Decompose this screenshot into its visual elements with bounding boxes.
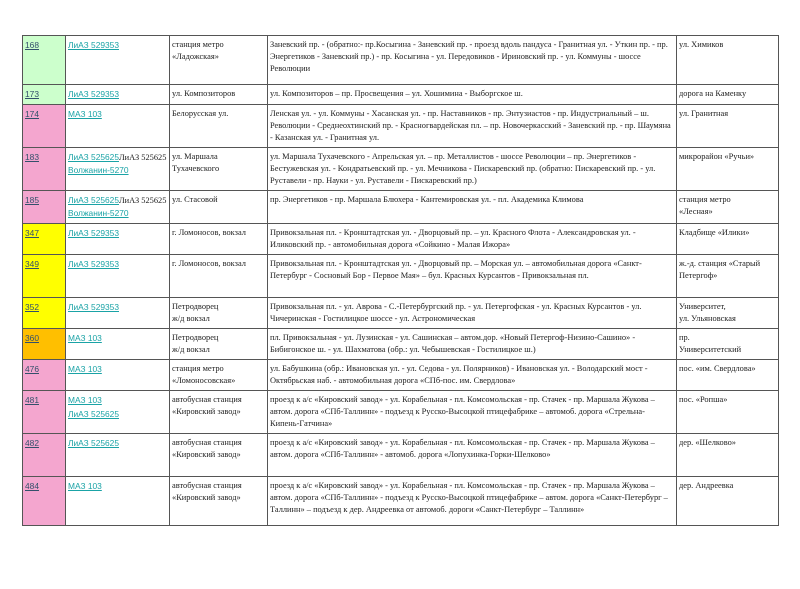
route-number-cell (23, 224, 66, 255)
bus-model-link[interactable]: МАЗ 103 (68, 481, 102, 491)
start-stop-cell (170, 255, 268, 298)
route-path-cell: проезд к а/с «Кировский завод» - ул. Корабельная - пл. Комсомольская - пр. Стачек - пр. Маршала Жукова – автом. дорога «СПб-Таллинн» - подъезд к Русско-Высоцкой птицефабрике – автомоб. дорога «Стрельна-Кипень-Гатчина» (268, 391, 677, 434)
bus-model-link[interactable]: ЛиАЗ 525625 (68, 195, 119, 205)
end-stop-line: дорога на Каменку (679, 89, 747, 98)
route-path-cell: ул. Бабушкина (обр.: Ивановская ул. - ул. Седова - ул. Полярников) - Ивановская ул. - Володарский мост - Октябрьская наб. - автомобильная дорога «СПб-пос. им. Свердлова» (268, 360, 677, 391)
start-stop-cell (170, 85, 268, 105)
table-row (23, 148, 779, 191)
end-stop-cell (677, 298, 779, 329)
route-number-link[interactable]: 173 (25, 89, 39, 99)
route-number-cell (23, 391, 66, 434)
route-path-cell: Ленская ул. - ул. Коммуны - Хасанская ул. - пр. Наставников - пр. Энтузиастов - пр. Индустриальный – ш. Революции - Среднеохтинский пр. - Красногвардейская пл. – пр. Новочеркасский - Заневский пр. - пр. Шаумяна - Казанская ул. - Гранитная ул. (268, 105, 677, 148)
bus-model-text: ЛиАЗ 525625 (119, 196, 167, 205)
end-stop-line: Кладбище «Илики» (679, 228, 750, 237)
start-stop-line: г. Ломоносов, вокзал (172, 228, 246, 237)
start-stop-cell (170, 434, 268, 477)
start-stop-line: ул. Маршала (172, 152, 218, 161)
route-number-cell (23, 148, 66, 191)
bus-model-link[interactable]: ЛиАЗ 529353 (68, 40, 119, 50)
end-stop-cell (677, 329, 779, 360)
route-number-link[interactable]: 168 (25, 40, 39, 50)
route-number-link[interactable]: 185 (25, 195, 39, 205)
end-stop-line: ж.-д. станция «Старый Петергоф» (679, 259, 761, 280)
start-stop-line: ж/д вокзал (172, 314, 210, 323)
end-stop-cell (677, 255, 779, 298)
end-stop-line: пр. (679, 333, 690, 342)
route-number-link[interactable]: 484 (25, 481, 39, 491)
table-row (23, 298, 779, 329)
start-stop-line: Тухачевского (172, 164, 220, 173)
route-path-cell: пл. Привокзальная - ул. Лузинская - ул. Сашинская – автом.дор. «Новый Петергоф-Низино-Сашино» - Бибигонское ш. - ул. Шахматова (обр.: ул. Чебышевская - Гостилицкое ш.) (268, 329, 677, 360)
route-path-cell: Привокзальная пл. - ул. Аврова - С.-Петербургский пр. - ул. Петергофская - ул. Красных Курсантов - ул. Чичеринская - Гостилицкое шоссе - ул. Астрономическая (268, 298, 677, 329)
table-row (23, 36, 779, 85)
route-number-cell (23, 191, 66, 224)
table-row (23, 329, 779, 360)
end-stop-cell (677, 477, 779, 526)
route-path-cell: Привокзальная пл. - Кронштадтская ул. - Дворцовый пр. – Морская ул. – автомобильная дорога «Санкт-Петербург - Сосновый Бор - Первое Мая» – бул. Красных Курсантов - Привокзальная пл. (268, 255, 677, 298)
start-stop-line: автобусная станция (172, 438, 242, 447)
start-stop-line: ул. Композиторов (172, 89, 236, 98)
end-stop-line: ул. Ульяновская (679, 314, 736, 323)
route-path-cell: пр. Энергетиков - пр. Маршала Блюхера - Кантемировская ул. - пл. Академика Климова (268, 191, 677, 224)
route-number-cell (23, 255, 66, 298)
bus-model-cell (66, 298, 170, 329)
bus-model-link[interactable]: МАЗ 103 (68, 333, 102, 343)
start-stop-line: станция метро (172, 40, 224, 49)
route-number-link[interactable]: 347 (25, 228, 39, 238)
start-stop-line: «Ломоносовская» (172, 376, 236, 385)
end-stop-cell (677, 36, 779, 85)
table-row (23, 105, 779, 148)
start-stop-cell (170, 298, 268, 329)
bus-model-cell (66, 329, 170, 360)
bus-model-link[interactable]: ЛиАЗ 525625 (68, 409, 119, 419)
bus-model-cell (66, 477, 170, 526)
table-row (23, 477, 779, 526)
end-stop-line: «Лесная» (679, 207, 713, 216)
end-stop-cell (677, 191, 779, 224)
start-stop-line: «Ладожская» (172, 52, 219, 61)
start-stop-cell (170, 36, 268, 85)
end-stop-cell (677, 85, 779, 105)
table-row (23, 434, 779, 477)
end-stop-line: дер. «Шелково» (679, 438, 736, 447)
route-number-cell (23, 105, 66, 148)
start-stop-line: «Кировский завод» (172, 407, 241, 416)
start-stop-cell (170, 477, 268, 526)
bus-model-cell (66, 255, 170, 298)
bus-model-cell (66, 85, 170, 105)
route-number-link[interactable]: 481 (25, 395, 39, 405)
end-stop-cell (677, 434, 779, 477)
bus-model-cell (66, 434, 170, 477)
route-path-cell: Привокзальная пл. - Кронштадтская ул. - Дворцовый пр. – ул. Красного Флота - Александровская ул. - Иликовский пр. - автомобильная дорога «Сойкино - Малая Ижора» (268, 224, 677, 255)
start-stop-cell (170, 224, 268, 255)
bus-model-link[interactable]: Волжанин-5270 (68, 208, 129, 218)
route-path-cell: Заневский пр. - (обратно:- пр.Косыгина - Заневский пр. - проезд вдоль пандуса - Гранитная ул. - Уткин пр. - пр. Энергетиков - Заневский пр.) - пр. Косыгина - ул. Передовиков - Ириновский пр. - ул. Коммуны - шоссе Революции (268, 36, 677, 85)
start-stop-line: г. Ломоносов, вокзал (172, 259, 246, 268)
start-stop-line: «Кировский завод» (172, 450, 241, 459)
end-stop-line: станция метро (679, 195, 731, 204)
table-row (23, 360, 779, 391)
start-stop-cell (170, 329, 268, 360)
bus-model-link[interactable]: ЛиАЗ 525625 (68, 438, 119, 448)
start-stop-line: автобусная станция (172, 481, 242, 490)
start-stop-cell (170, 105, 268, 148)
bus-model-link[interactable]: МАЗ 103 (68, 364, 102, 374)
bus-model-link[interactable]: ЛиАЗ 529353 (68, 302, 119, 312)
start-stop-cell (170, 391, 268, 434)
table-row (23, 224, 779, 255)
table-row (23, 391, 779, 434)
end-stop-line: пос. «Ропша» (679, 395, 728, 404)
end-stop-line: пос. «им. Свердлова» (679, 364, 756, 373)
route-number-link[interactable]: 476 (25, 364, 39, 374)
route-number-link[interactable]: 174 (25, 109, 39, 119)
bus-model-cell (66, 148, 170, 191)
routes-table-body (23, 36, 779, 526)
end-stop-cell (677, 148, 779, 191)
end-stop-cell (677, 224, 779, 255)
start-stop-line: ж/д вокзал (172, 345, 210, 354)
route-number-cell (23, 85, 66, 105)
route-number-link[interactable]: 183 (25, 152, 39, 162)
end-stop-line: дер. Андреевка (679, 481, 734, 490)
bus-model-link[interactable]: ЛиАЗ 529353 (68, 89, 119, 99)
bus-model-cell (66, 191, 170, 224)
route-number-link[interactable]: 349 (25, 259, 39, 269)
start-stop-line: Петродворец (172, 333, 219, 342)
bus-routes-table (22, 35, 779, 526)
bus-model-cell (66, 105, 170, 148)
table-row (23, 191, 779, 224)
route-number-cell (23, 329, 66, 360)
end-stop-line: ул. Гранитная (679, 109, 729, 118)
end-stop-line: Университетский (679, 345, 742, 354)
start-stop-cell (170, 191, 268, 224)
route-number-cell (23, 477, 66, 526)
route-number-cell (23, 36, 66, 85)
table-row (23, 85, 779, 105)
bus-model-link[interactable]: ЛиАЗ 525625 (68, 152, 119, 162)
bus-model-cell (66, 391, 170, 434)
start-stop-line: Петродворец (172, 302, 219, 311)
end-stop-line: Университет, (679, 302, 726, 311)
bus-model-link[interactable]: ЛиАЗ 529353 (68, 228, 119, 238)
route-number-cell (23, 360, 66, 391)
bus-model-link[interactable]: ЛиАЗ 529353 (68, 259, 119, 269)
bus-model-link[interactable]: МАЗ 103 (68, 395, 102, 405)
start-stop-line: автобусная станция (172, 395, 242, 404)
bus-model-text: ЛиАЗ 525625 (119, 153, 167, 162)
route-number-link[interactable]: 360 (25, 333, 39, 343)
end-stop-line: микрорайон «Ручьи» (679, 152, 755, 161)
start-stop-cell (170, 360, 268, 391)
start-stop-line: «Кировский завод» (172, 493, 241, 502)
route-number-link[interactable]: 352 (25, 302, 39, 312)
route-path-cell: проезд к а/с «Кировский завод» - ул. Корабельная - пл. Комсомольская - пр. Стачек - пр. Маршала Жукова – автом. дорога «СПб-Таллинн» - подъезд к Русско-Высоцкой птицефабрике – автом. дорога «Санкт-Петербург – Таллинн» – подъезд к дер. Андреевка от автомоб. дороги «Санкт-Петербург – Таллинн» (268, 477, 677, 526)
bus-model-link[interactable]: Волжанин-5270 (68, 165, 129, 175)
route-path-cell: ул. Композиторов – пр. Просвещения – ул. Хошимина - Выборгское ш. (268, 85, 677, 105)
end-stop-cell (677, 391, 779, 434)
route-number-cell (23, 298, 66, 329)
end-stop-line: ул. Химиков (679, 40, 724, 49)
start-stop-line: Белорусская ул. (172, 109, 229, 118)
start-stop-cell (170, 148, 268, 191)
start-stop-line: ул. Стасовой (172, 195, 218, 204)
route-path-cell: ул. Маршала Тухачевского - Апрельская ул. – пр. Металлистов - шоссе Революции – пр. Энергетиков - Бестужевская ул. - Кондратьевский пр. - ул. Мечникова - Пискаревский пр. (обратно: Пискаревский пр. - ул. Руставели - пр. Науки - ул. Руставели - Пискаревский пр.) (268, 148, 677, 191)
bus-model-cell (66, 360, 170, 391)
end-stop-cell (677, 105, 779, 148)
start-stop-line: станция метро (172, 364, 224, 373)
bus-model-cell (66, 36, 170, 85)
route-number-cell (23, 434, 66, 477)
route-path-cell: проезд к а/с «Кировский завод» - ул. Корабельная - пл. Комсомольская - пр. Стачек - пр. Маршала Жукова – автом. дорога «СПб-Таллинн» - автомоб. дорога «Лопухинка-Горки-Шелково» (268, 434, 677, 477)
route-number-link[interactable]: 482 (25, 438, 39, 448)
bus-model-cell (66, 224, 170, 255)
bus-model-link[interactable]: МАЗ 103 (68, 109, 102, 119)
end-stop-cell (677, 360, 779, 391)
table-row (23, 255, 779, 298)
